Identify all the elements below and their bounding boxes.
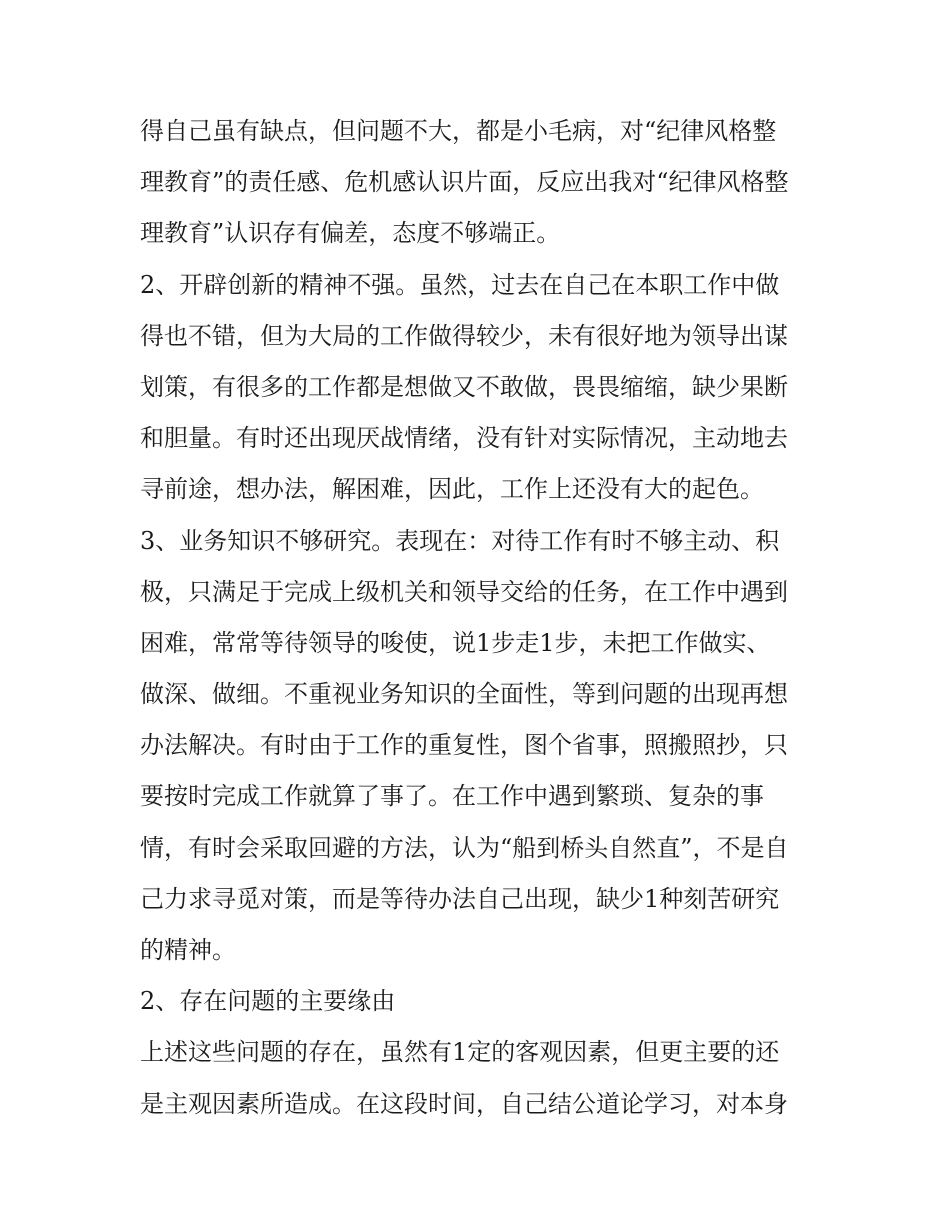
- text-line: 是主观因素所造成。在这段时间，自己结公道论学习，对本身: [140, 1089, 788, 1118]
- text-line: 上述这些问题的存在，虽然有1定的客观因素，但更主要的还: [140, 1038, 780, 1067]
- text-line: 办法解决。有时由于工作的重复性，图个省事，照搬照抄，只: [140, 731, 788, 760]
- text-line: 极，只满足于完成上级机关和领导交给的任务，在工作中遇到: [140, 577, 788, 606]
- text-line: 和胆量。有时还出现厌战情绪，没有针对实际情况，主动地去: [140, 424, 788, 453]
- text-line: 困难，常常等待领导的唆使，说1步走1步，未把工作做实、: [140, 628, 771, 657]
- document-body: [140, 111, 820, 1135]
- text-line: 的精神。: [140, 936, 236, 964]
- text-line: 理教育”的责任感、危机感认识片面，反应出我对“纪律风格整: [140, 168, 789, 197]
- text-line: 寻前途，想办法，解困难，因此，工作上还没有大的起色。: [140, 475, 764, 504]
- text-line: 做深、做细。不重视业务知识的全面性，等到问题的出现再想: [140, 680, 788, 709]
- text-line: 己力求寻觅对策，而是等待办法自己出现，缺少1种刻苦研究: [140, 884, 780, 913]
- text-line: 理教育”认识存有偏差，态度不够端正。: [140, 219, 561, 248]
- section-heading: 2、存在问题的主要缘由: [140, 987, 396, 1016]
- text-line: 得也不错，但为大局的工作做得较少，未有很好地为领导出谋: [140, 321, 788, 350]
- text-line: 情，有时会采取回避的方法，认为“船到桥头自然直”，不是自: [140, 833, 789, 862]
- text-line: 得自己虽有缺点，但问题不大，都是小毛病，对“纪律风格整: [140, 117, 777, 145]
- text-line: 2、开辟创新的精神不强。虽然，过去在自己在本职工作中做: [140, 270, 780, 299]
- text-line: 3、业务知识不够研究。表现在：对待工作有时不够主动、积: [140, 526, 780, 555]
- text-line: 要按时完成工作就算了事了。在工作中遇到繁琐、复杂的事: [140, 782, 764, 811]
- text-line: 划策，有很多的工作都是想做又不敢做，畏畏缩缩，缺少果断: [140, 372, 788, 401]
